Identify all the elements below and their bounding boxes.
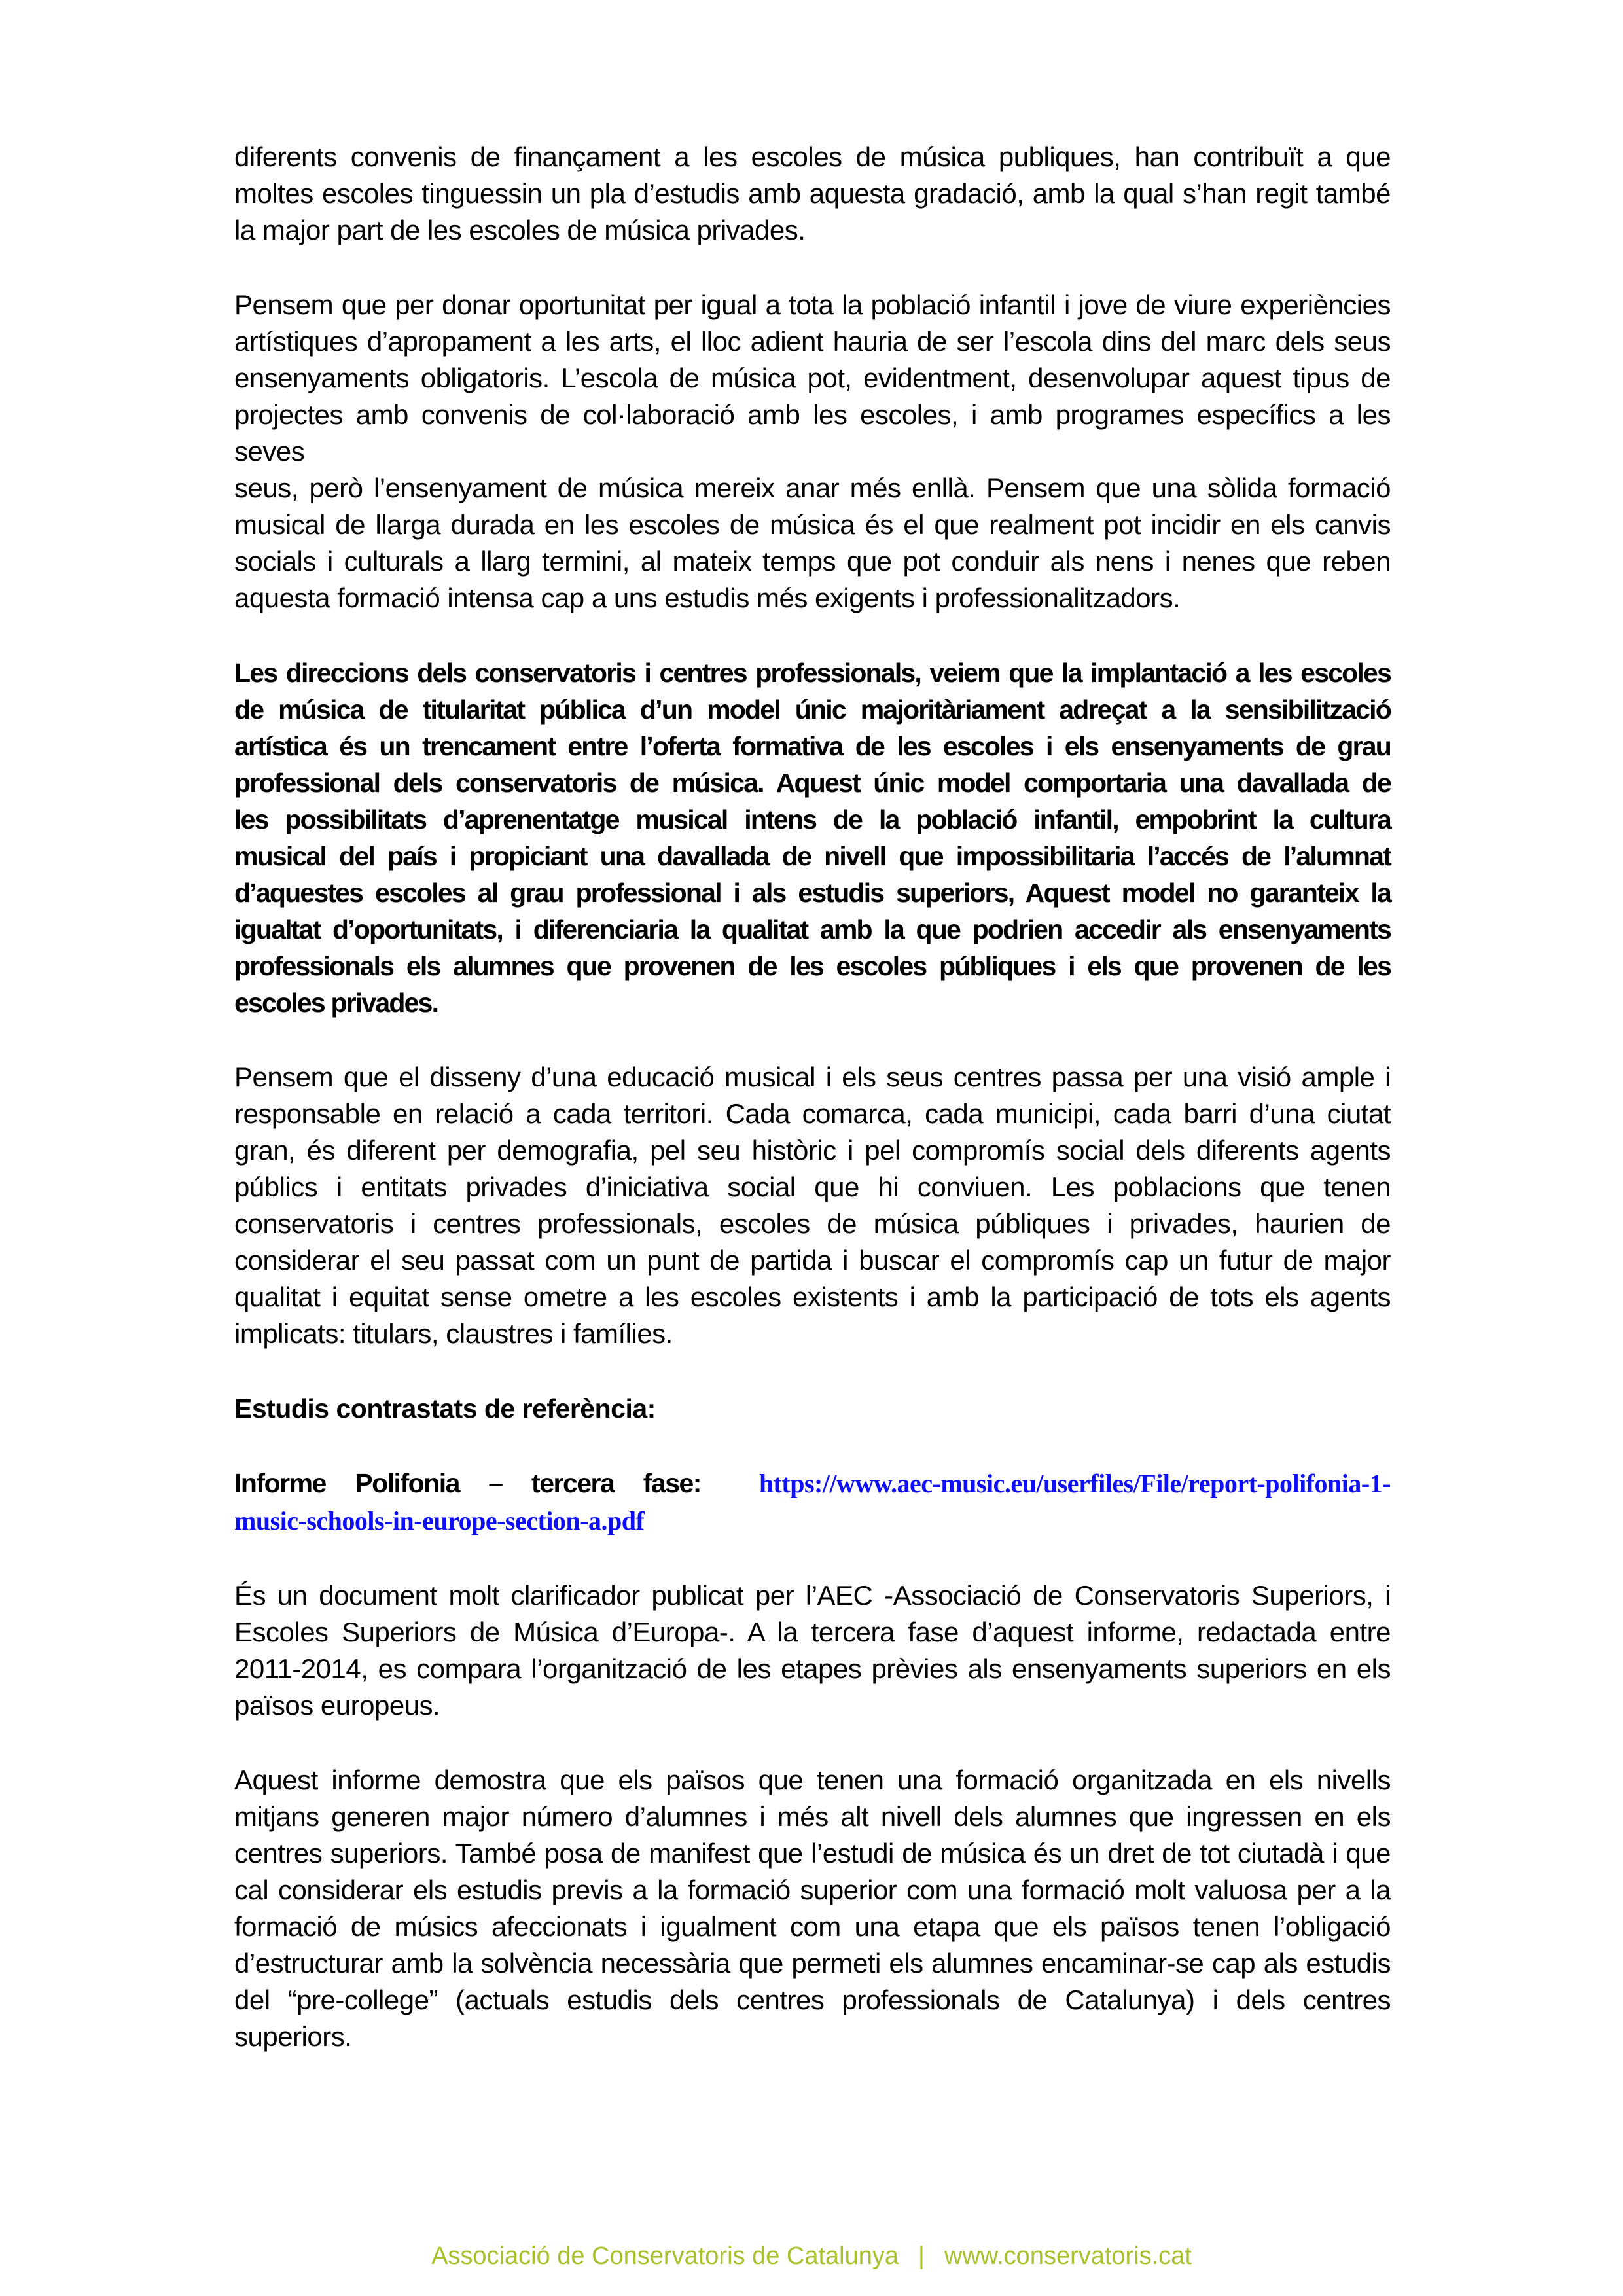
text-line: implicats: titulars, claustres i famílies. xyxy=(234,1318,673,1349)
text-line: centres superiors. També posa de manifest que l’estudi de música és un dret de tot ciutadà i que xyxy=(234,1838,1391,1869)
text-line: Pensem que el disseny d’una educació musical i els seus centres passa per una visió ample i xyxy=(234,1062,1391,1092)
text-line: escoles privades. xyxy=(234,988,438,1018)
text-line: projectes amb convenis de col·laboració amb les escoles, i amb programes específics a les seves xyxy=(234,399,1391,467)
text-line: Les direccions dels conservatoris i centres professionals, veiem que la implantació a les escoles xyxy=(234,658,1391,688)
para-aec-document xyxy=(234,1577,1391,1724)
text-line: moltes escoles tinguessin un pla d’estudis amb aquesta gradació, amb la qual s’han regit també xyxy=(234,178,1391,209)
footer-website-link[interactable]: www.conservatoris.cat xyxy=(944,2242,1192,2270)
text-line: formació de músics afeccionats i igualment com una etapa que els països tenen l’obligació xyxy=(234,1911,1391,1942)
text-line: Escoles Superiors de Música d’Europa-. A la tercera fase d’aquest informe, redactada entre xyxy=(234,1617,1391,1647)
document-body xyxy=(234,139,1391,2093)
para-intro-continuation xyxy=(234,139,1391,249)
page-footer xyxy=(0,2241,1623,2271)
text-line: aquesta formació intensa cap a uns estudis més exigents i professionalitzadors. xyxy=(234,583,1181,613)
text-line: cal considerar els estudis previs a la formació superior com una formació molt valuosa per a la xyxy=(234,1874,1391,1905)
text-line: Aquest informe demostra que els països que tenen una formació organitzada en els nivells xyxy=(234,1765,1391,1795)
text-line: responsable en relació a cada territori. Cada comarca, cada municipi, cada barri d’una ciutat xyxy=(234,1098,1391,1129)
text-line: Pensem que per donar oportunitat per igual a tota la població infantil i jove de viure experiències xyxy=(234,289,1391,320)
report-polifonia-link[interactable]: music-schools-in-europe-section-a.pdf xyxy=(234,1506,645,1535)
text-line: qualitat i equitat sense ometre a les escoles existents i amb la participació de tots els agents xyxy=(234,1282,1391,1312)
para-informe-demostra xyxy=(234,1762,1391,2055)
text-line: ensenyaments obligatoris. L’escola de música pot, evidentment, desenvolupar aquest tipus de xyxy=(234,363,1391,393)
text-run: Informe Polifonia – tercera fase: xyxy=(234,1468,759,1498)
text-line: gran, és diferent per demografia, pel seu històric i pel compromís social dels diferents agents xyxy=(234,1135,1391,1166)
text-line: musical de llarga durada en les escoles de música és el que realment pot incidir en els canvis xyxy=(234,509,1391,540)
text-line: artística és un trencament entre l’oferta formativa de les escoles i els ensenyaments de grau xyxy=(234,731,1391,761)
text-line: d’aquestes escoles al grau professional i als estudis superiors, Aquest model no garanteix la xyxy=(234,878,1391,908)
text-line: seus, però l’ensenyament de música mereix anar més enllà. Pensem que una sòlida formació xyxy=(234,473,1391,503)
text-line: conservatoris i centres professionals, escoles de música públiques i privades, haurien de xyxy=(234,1208,1391,1239)
para-direccions-bold xyxy=(234,655,1391,1021)
text-line: professionals els alumnes que provenen de les escoles públiques i els que provenen de les xyxy=(234,951,1391,981)
text-line: d’estructurar amb la solvència necessària que permeti els alumnes encaminar-se cap als estudis xyxy=(234,1948,1391,1979)
text-line: de música de titularitat pública d’un model únic majoritàriament adreçat a la sensibilització xyxy=(234,694,1391,725)
report-polifonia-link[interactable]: https://www.aec-music.eu/userfiles/File/report-polifonia-1- xyxy=(758,1469,1391,1498)
para-pensem-disseny xyxy=(234,1059,1391,1352)
text-line: És un document molt clarificador publicat per l’AEC -Associació de Conservatoris Superiors, i xyxy=(234,1580,1391,1611)
heading-estudis xyxy=(234,1390,1391,1427)
text-line: països europeus. xyxy=(234,1690,440,1721)
para-pensem-oportunitat xyxy=(234,287,1391,617)
text-line: considerar el seu passat com un punt de partida i buscar el compromís cap un futur de major xyxy=(234,1245,1391,1276)
footer-separator: | xyxy=(918,2242,925,2270)
text-line: professional dels conservatoris de música. Aquest únic model comportaria una davallada de xyxy=(234,768,1391,798)
text-line: Estudis contrastats de referència: xyxy=(234,1393,656,1424)
text-line: musical del país i propiciant una davallada de nivell que impossibilitaria l’accés de l’alumnat xyxy=(234,841,1391,871)
text-line: la major part de les escoles de música privades. xyxy=(234,215,806,245)
text-line: socials i culturals a llarg termini, al mateix temps que pot conduir als nens i nenes que reben xyxy=(234,546,1391,577)
text-line: del “pre-college” (actuals estudis dels centres professionals de Catalunya) i dels centres xyxy=(234,1984,1391,2015)
text-line: diferents convenis de finançament a les escoles de música publiques, han contribuït a que xyxy=(234,141,1391,172)
text-line: igualtat d’oportunitats, i diferenciaria la qualitat amb la que podrien accedir als ensenyaments xyxy=(234,914,1391,944)
text-line xyxy=(234,1465,1391,1502)
text-line: les possibilitats d’aprenentatge musical intens de la població infantil, empobrint la cultura xyxy=(234,804,1391,834)
text-line: superiors. xyxy=(234,2021,352,2052)
text-line: mitjans generen major número d’alumnes i més alt nivell dels alumnes que ingressen en els xyxy=(234,1801,1391,1832)
text-line: públics i entitats privades d’iniciativa social que hi conviuen. Les poblacions que tenen xyxy=(234,1172,1391,1202)
text-line xyxy=(234,1502,1391,1539)
footer-org-name: Associació de Conservatoris de Catalunya xyxy=(431,2242,899,2270)
para-informe-polifonia xyxy=(234,1465,1391,1539)
text-line: artístiques d’apropament a les arts, el lloc adient hauria de ser l’escola dins del marc dels seus xyxy=(234,326,1391,357)
text-line: 2011-2014, es compara l’organització de les etapes prèvies als ensenyaments superiors en els xyxy=(234,1653,1391,1684)
